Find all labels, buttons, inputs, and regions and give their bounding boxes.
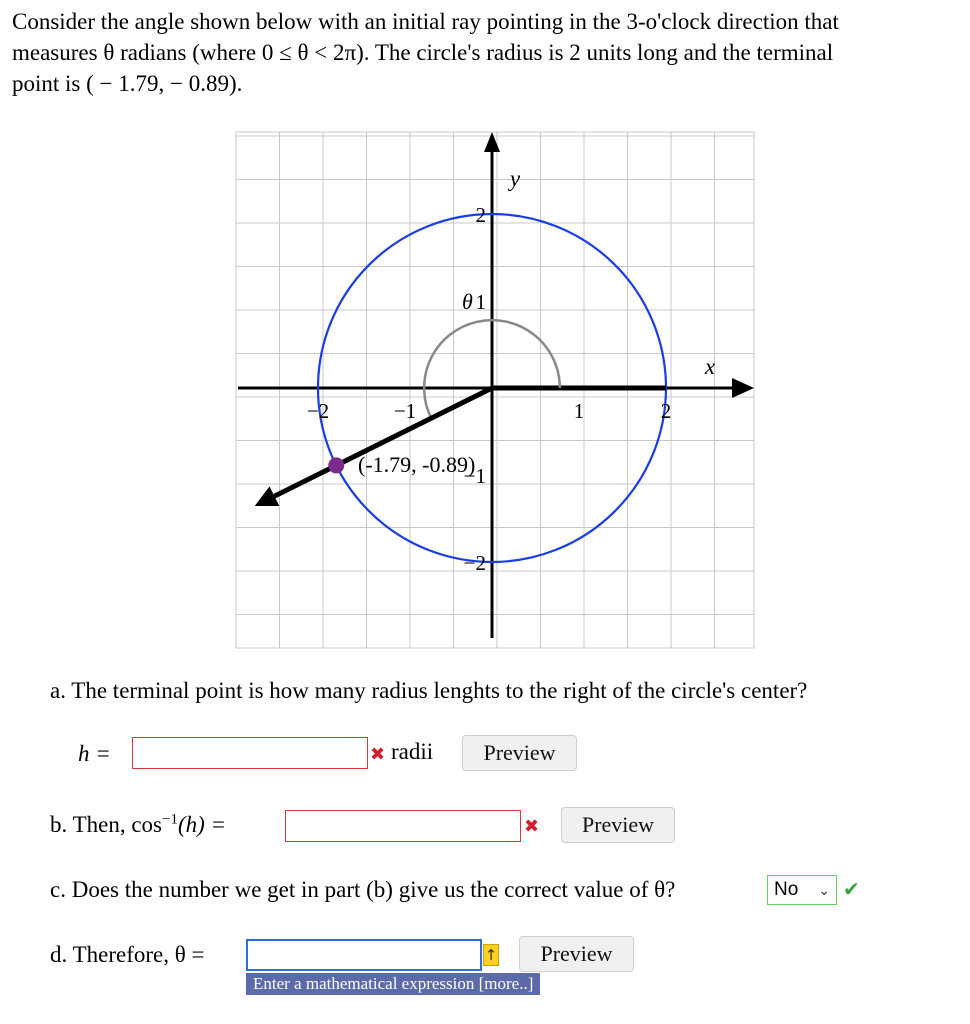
problem-line-2: measures θ radians (where 0 ≤ θ < 2π). The circle's radius is 2 units long and the terminal — [12, 40, 834, 65]
arccos-input[interactable] — [285, 810, 521, 842]
chevron-down-icon: ⌄ — [818, 882, 830, 898]
wrong-icon: ✖ — [524, 816, 540, 837]
input-hint-tooltip[interactable]: Enter a mathematical expression [more..] — [246, 973, 540, 995]
question-b-arg: (h) = — [177, 812, 227, 837]
x-tick-label: 1 — [573, 399, 585, 423]
h-var-label: h = — [78, 741, 111, 766]
terminal-point-label: (-1.79, -0.89) — [358, 452, 476, 477]
y-axis-arrow-icon — [484, 132, 500, 152]
y-tick-label: −1 — [463, 464, 486, 488]
preview-button-d[interactable]: Preview — [519, 936, 634, 972]
checkmark-icon: ✔ — [843, 877, 860, 901]
question-a: a. The terminal point is how many radius lenghts to the right of the circle's center? — [50, 678, 808, 703]
answer-c-selected: No — [774, 879, 799, 900]
warning-arrow-icon[interactable]: ↑ — [484, 946, 498, 964]
y-tick-label: 1 — [475, 290, 486, 314]
preview-button-a[interactable]: Preview — [462, 735, 577, 771]
terminal-point — [328, 457, 344, 473]
question-d: d. Therefore, θ = — [50, 942, 205, 967]
question-c: c. Does the number we get in part (b) give us the correct value of θ? — [50, 877, 676, 902]
preview-button-b[interactable]: Preview — [561, 807, 675, 843]
y-tick-label: −2 — [463, 551, 486, 575]
theta-label: θ — [462, 289, 473, 314]
y-tick-label: 2 — [475, 203, 486, 227]
x-axis-label: x — [704, 354, 716, 379]
x-tick-label: −2 — [306, 399, 330, 423]
theta-input[interactable] — [246, 939, 482, 971]
wrong-icon: ✖ — [370, 744, 386, 765]
h-label — [78, 739, 111, 769]
unit-radii: radii — [391, 739, 434, 764]
x-axis-arrow-icon — [732, 378, 754, 398]
x-tick-label: −1 — [393, 399, 417, 423]
inverse-exponent: −1 — [162, 811, 178, 828]
question-b — [50, 810, 226, 840]
x-tick-label: 2 — [660, 399, 672, 423]
answer-c-select[interactable] — [767, 875, 837, 905]
h-input[interactable] — [132, 737, 368, 769]
y-axis-label: y — [509, 166, 521, 191]
problem-line-3: point is ( − 1.79, − 0.89). — [12, 71, 243, 96]
problem-line-1: Consider the angle shown below with an initial ray pointing in the 3-o'clock direction that — [12, 9, 839, 34]
question-b-label: b. Then, cos — [50, 812, 163, 837]
